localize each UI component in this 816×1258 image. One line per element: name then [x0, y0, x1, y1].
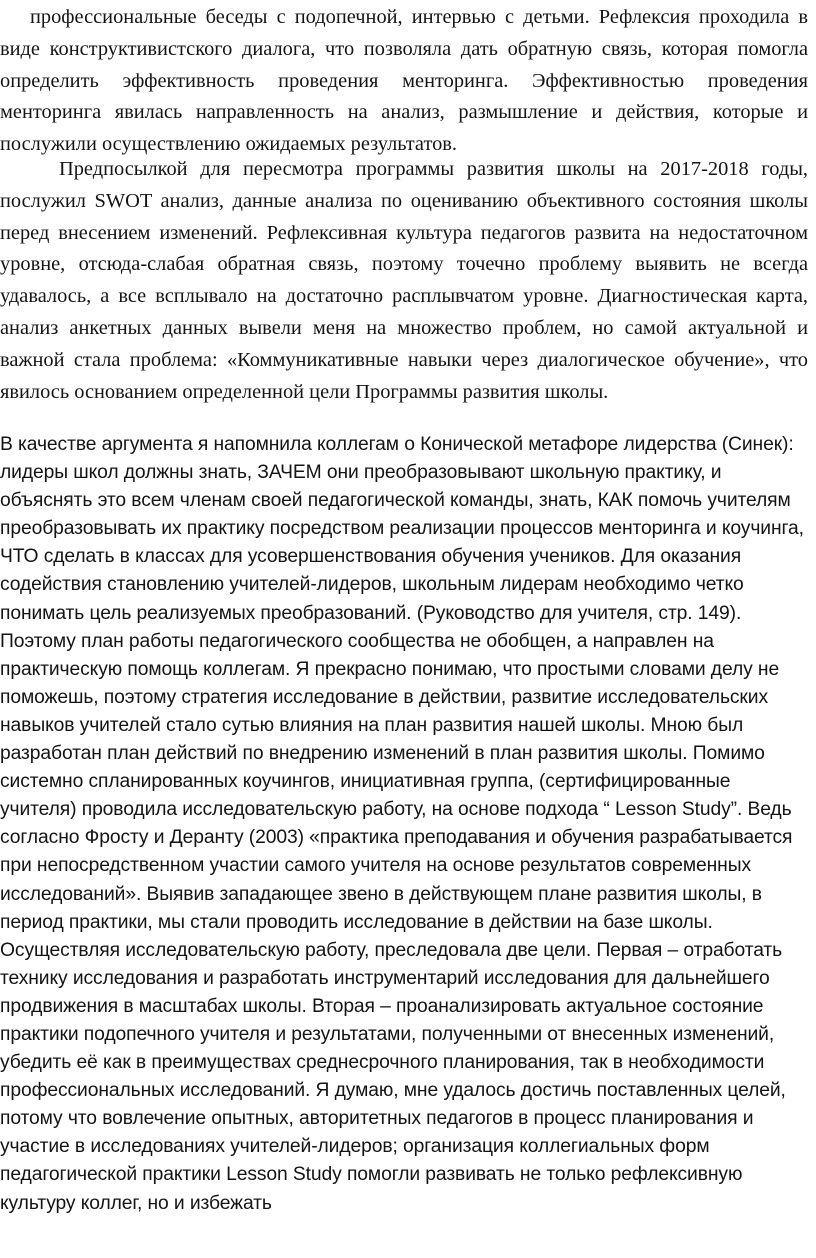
paragraph-leadership-argument: В качестве аргумента я напомнила коллегам о Конической метафоре лидерства (Синек): лидеры школ должны знать, ЗАЧЕМ они преобразовывают школьную практику, и объяснять это всем членам своей педагогической команды, знать, КАК помочь учителям преобразовывать их практику посредством реализации процессов менторинга и коучинга, ЧТО сделать в классах для усовершенствования обучения учеников. Для оказания содействия становлению учителей-лидеров, школьным лидерам необходимо четко понимать цель реализуемых преобразований. (Руководство для учителя, стр. 149). Поэтому план работы педагогического сообщества не обобщен, а направлен на практическую помощь коллегам. Я прекрасно понимаю, что простыми словами делу не поможешь, поэтому стратегия исследование в действии, развитие исследовательских навыков учителей стало сутью влияния на план развития нашей школы. Мною был разработан план действий по внедрению изменений в план развития школы. Помимо системно спланированных коучингов, инициативная группа, (сертифицированные учителя) проводила исследовательскую работу, на основе подхода “ Lesson Study”. Ведь согласно Фросту и Деранту (2003) «практика преподавания и обучения разрабатывается при непосредственном участии самого учителя на основе результатов современных исследований». Выявив западающее звено в действующем плане развития школы, в период практики, мы стали проводить исследование в действии на базе школы. Осуществляя исследовательскую работу, преследовала две цели. Первая – отработать технику исследования и разработать инструментарий исследования для дальнейшего продвижения в масштабах школы. Вторая – проанализировать актуальное состояние практики подопечного учителя и результатами, полученными от внесенных изменений, убедить её как в преимуществах среднесрочного планирования, так в необходимости профессиональных исследований. Я думаю, мне удалось достичь поставленных целей, потому что вовлечение опытных, авторитетных педагогов в процесс планирования и участие в исследованиях учителей-лидеров; организация коллегиальных форм педагогической практики Lesson Study помогли развивать не только рефлексивную культуру коллег, но и избежать	[0, 434, 804, 1214]
paragraph-swot-analysis: Предпосылкой для пересмотра программы развития школы на 2017-2018 годы, послужил SWOT анализ, данные анализа по оцениванию объективного состояния школы перед внесением изменений. Рефлексивная культура педагогов развита на недостаточном уровне, отсюда-слабая обратная связь, поэтому точечно проблему выявить не всегда удавалось, а все всплывало на достаточно расплывчатом уровне. Диагностическая карта, анализ анкетных данных вывели меня на множество проблем, но самой актуальной и важной стала проблема: «Коммуникативные навыки через диалогическое обучение», что явилось основанием определенной цели Программы развития школы.	[0, 158, 808, 403]
paragraph-reflection: профессиональные беседы с подопечной, интервью с детьми. Рефлексия проходила в виде конструктивистского диалога, что позволяла дать обратную связь, которая помогла определить эффективность проведения менторинга. Эффективностью проведения менторинга явилась направленность на анализ, размышление и действия, которые и послужили осуществлению ожидаемых результатов.	[0, 6, 808, 156]
